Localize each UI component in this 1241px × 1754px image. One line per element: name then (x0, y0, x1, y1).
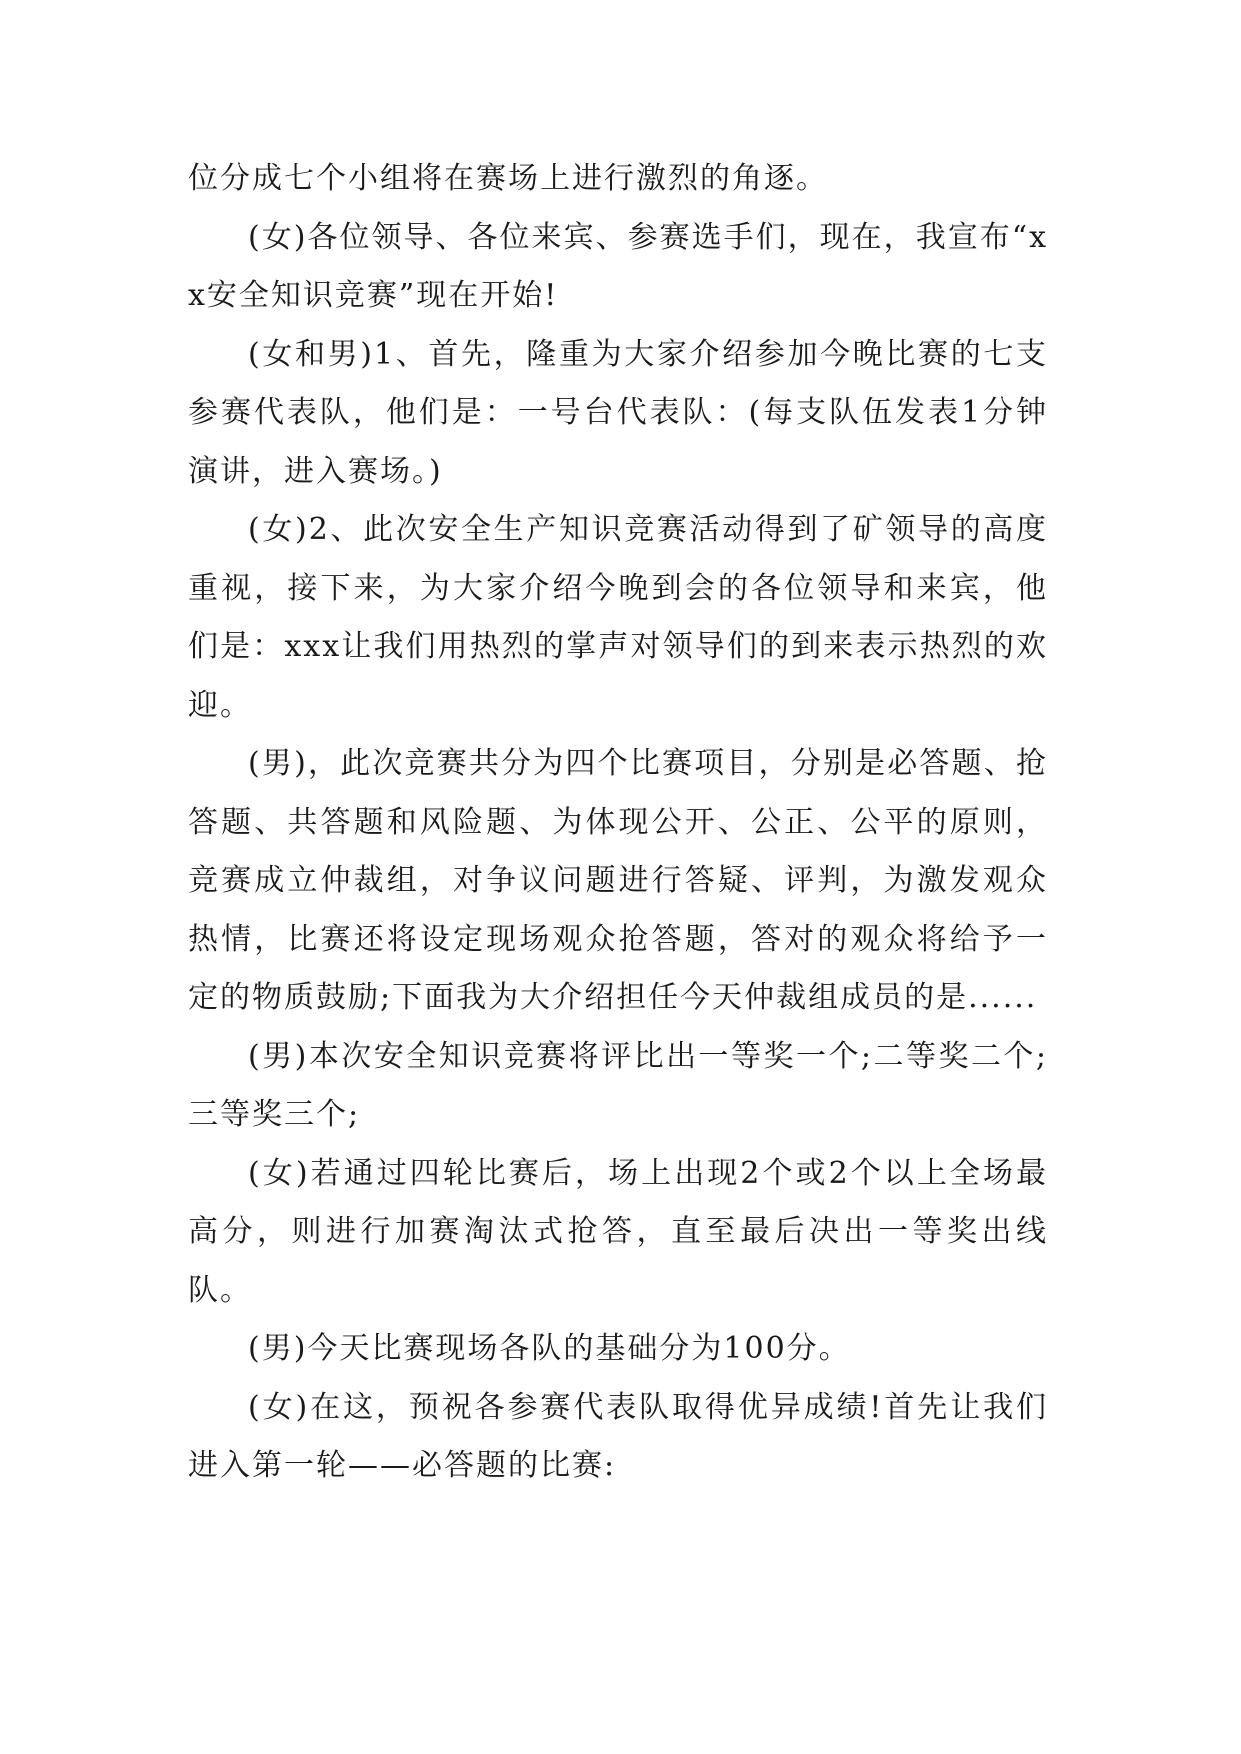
paragraph-competition-rules: (男)，此次竞赛共分为四个比赛项目，分别是必答题、抢答题、共答题和风险题、为体现公开、公正、公平的原则，竞赛成立仲裁组，对争议问题进行答疑、评判，为激发观众热情，比赛还将设定现场观众抢答题，答对的观众将给予一定的物质鼓励;下面我为大介绍担任今天仲裁组成员的是...... (188, 746, 1048, 1015)
paragraph-announcement: (女)各位领导、各位来宾、参赛选手们，现在，我宣布“xx安全知识竞赛”现在开始! (188, 219, 1048, 313)
paragraph-tiebreak: (女)若通过四轮比赛后，场上出现2个或2个以上全场最高分，则进行加赛淘汰式抢答，直至最后决出一等奖出线队。 (188, 1155, 1048, 1308)
paragraph-continuation: 位分成七个小组将在赛场上进行激烈的角逐。 (188, 161, 828, 196)
paragraph-base-score: (男)今天比赛现场各队的基础分为100分。 (248, 1331, 851, 1366)
paragraph-awards: (男)本次安全知识竞赛将评比出一等奖一个;二等奖二个;三等奖三个; (188, 1038, 1048, 1132)
paragraph-first-round: (女)在这，预祝各参赛代表队取得优异成绩!首先让我们进入第一轮——必答题的比赛: (188, 1389, 1048, 1483)
document-body (188, 150, 1048, 1496)
paragraph-team-introduction: (女和男)1、首先，隆重为大家介绍参加今晚比赛的七支参赛代表队，他们是：一号台代表队：(每支队伍发表1分钟演讲，进入赛场。) (188, 336, 1048, 489)
paragraph-leaders-introduction: (女)2、此次安全生产知识竞赛活动得到了矿领导的高度重视，接下来，为大家介绍今晚到会的各位领导和来宾，他们是：xxx让我们用热烈的掌声对领导们的到来表示热烈的欢迎。 (188, 512, 1048, 723)
